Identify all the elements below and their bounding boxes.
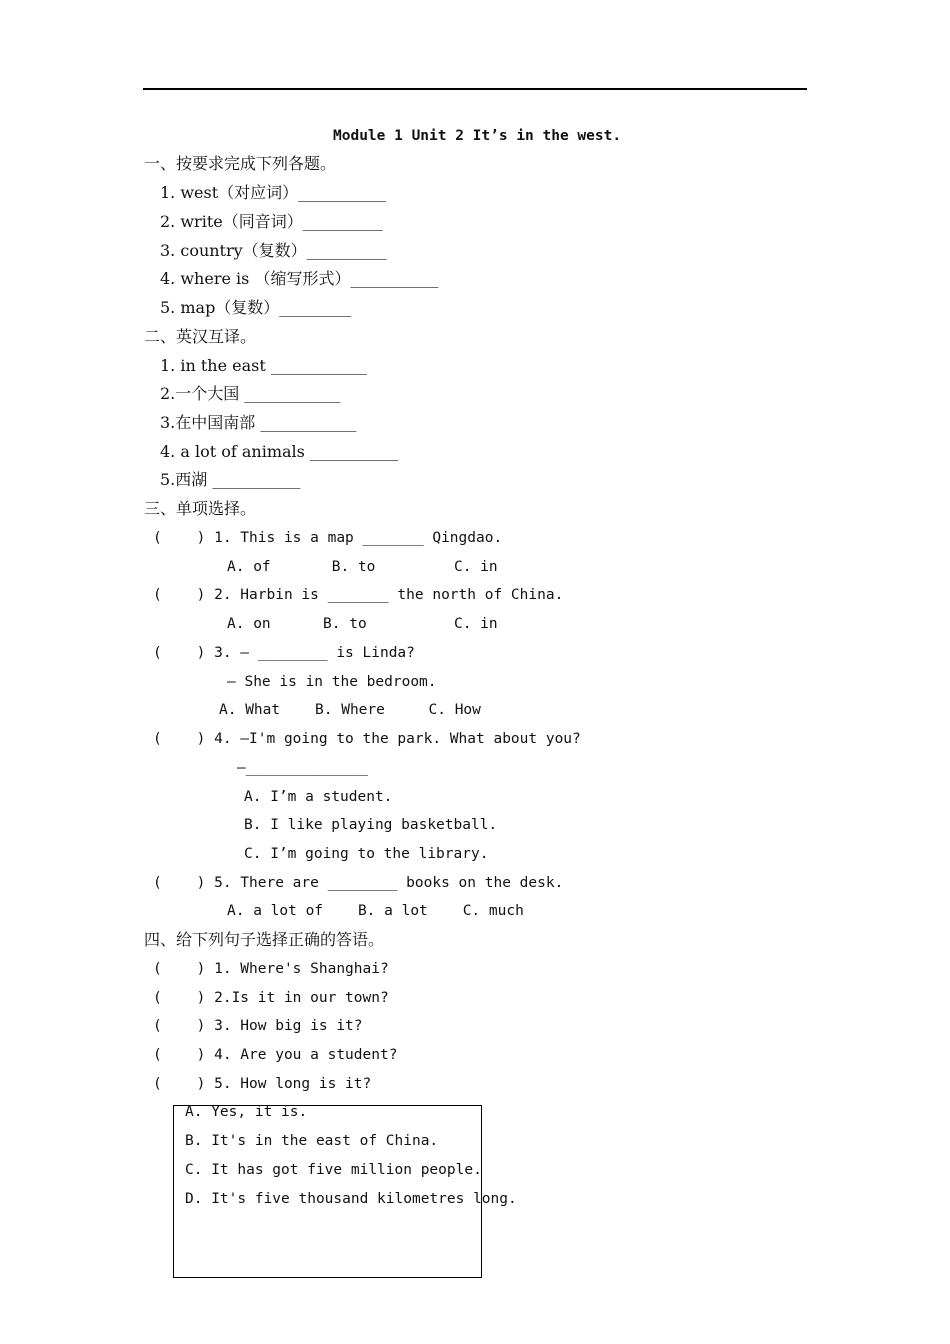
s3-q4-reply: —______________ xyxy=(237,760,368,776)
section-3-heading: 三、单项选择。 xyxy=(144,499,257,518)
s3-q4-option-c: C. I’m going to the library. xyxy=(244,846,489,862)
s3-q3-reply: — She is in the bedroom. xyxy=(227,674,437,690)
answer-c: C. It has got five million people. xyxy=(185,1162,482,1178)
s3-question-1: ( ) 1. This is a map _______ Qingdao. xyxy=(153,530,503,546)
s4-question-2: ( ) 2.Is it in our town? xyxy=(153,990,389,1006)
s3-q1-options: A. of B. to C. in xyxy=(227,559,498,575)
answer-b: B. It's in the east of China. xyxy=(185,1133,439,1149)
s3-q3-options: A. What B. Where C. How xyxy=(219,702,481,718)
page-title: Module 1 Unit 2 It’s in the west. xyxy=(333,128,622,144)
s3-q2-options: A. on B. to C. in xyxy=(227,616,498,632)
s2-item-2: 2.一个大国 ____________ xyxy=(160,384,341,403)
s2-item-1: 1. in the east ____________ xyxy=(160,356,367,375)
s3-question-5: ( ) 5. There are ________ books on the desk. xyxy=(153,875,564,891)
s1-item-1: 1. west（对应词）___________ xyxy=(160,183,387,202)
s3-question-3: ( ) 3. — ________ is Linda? xyxy=(153,645,415,661)
s1-item-3: 3. country（复数）__________ xyxy=(160,241,387,260)
section-4-heading: 四、给下列句子选择正确的答语。 xyxy=(144,930,385,949)
s4-question-3: ( ) 3. How big is it? xyxy=(153,1018,363,1034)
section-1-heading: 一、按要求完成下列各题。 xyxy=(144,154,337,173)
s1-item-4: 4. where is （缩写形式）___________ xyxy=(160,269,439,288)
answer-d: D. It's five thousand kilometres long. xyxy=(185,1191,517,1207)
s3-q5-options: A. a lot of B. a lot C. much xyxy=(227,903,524,919)
section-2-heading: 二、英汉互译。 xyxy=(144,327,257,346)
answer-a: A. Yes, it is. xyxy=(185,1104,308,1120)
s4-question-4: ( ) 4. Are you a student? xyxy=(153,1047,398,1063)
s2-item-4: 4. a lot of animals ___________ xyxy=(160,442,398,461)
s3-question-2: ( ) 2. Harbin is _______ the north of China. xyxy=(153,587,564,603)
s2-item-5: 5.西湖 ___________ xyxy=(160,470,301,489)
s1-item-5: 5. map（复数）_________ xyxy=(160,298,352,317)
s1-item-2: 2. write（同音词）__________ xyxy=(160,212,383,231)
s3-q4-option-b: B. I like playing basketball. xyxy=(244,817,498,833)
s4-question-1: ( ) 1. Where's Shanghai? xyxy=(153,961,389,977)
s2-item-3: 3.在中国南部 ____________ xyxy=(160,413,357,432)
s3-question-4: ( ) 4. —I'm going to the park. What about you? xyxy=(153,731,581,747)
s4-question-5: ( ) 5. How long is it? xyxy=(153,1076,372,1092)
header-rule xyxy=(143,88,807,90)
s3-q4-option-a: A. I’m a student. xyxy=(244,789,393,805)
